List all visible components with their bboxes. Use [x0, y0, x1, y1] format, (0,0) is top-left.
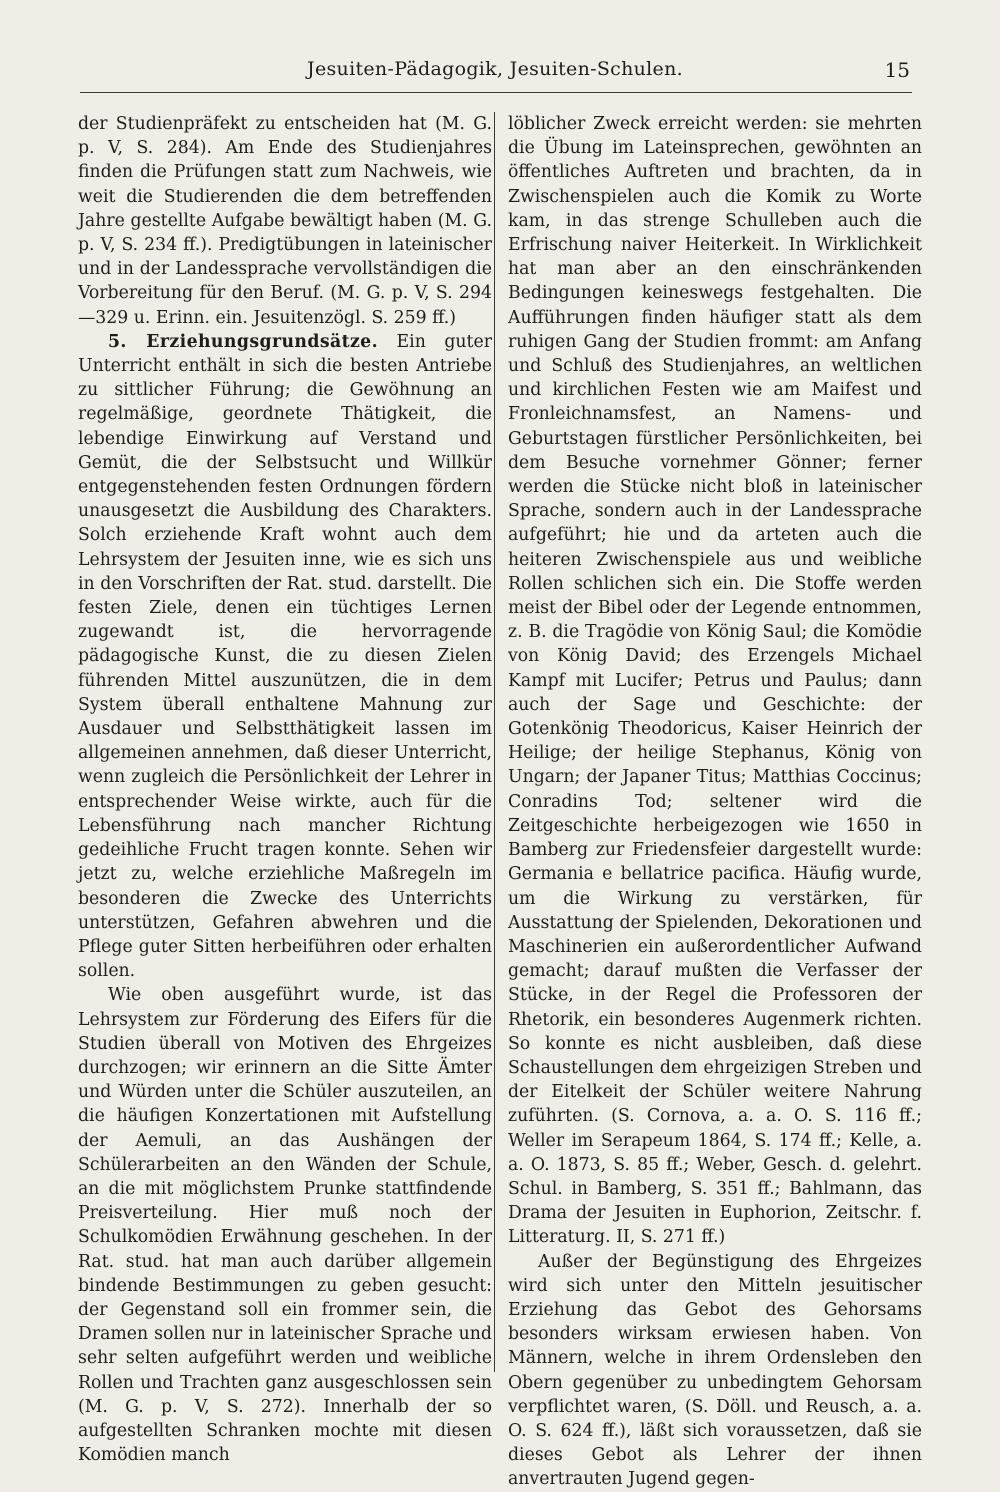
- running-header: [80, 58, 910, 88]
- paragraph: der Studienpräfekt zu entscheiden hat (M. G. p. V, S. 284). Am Ende des Studienjahres finden die Prüfungen statt zum Nachweis, wie weit die Studierenden die dem betreffenden Jahre gestellte Aufgabe bewältigt haben (M. G. p. V, S. 234 ff.). Predigtübungen in lateinischer und in der Landessprache vervollständigen die Vorbereitung für den Beruf. (M. G. p. V, S. 294—329 u. Erinn. ein. Jesuitenzögl. S. 259 ff.): [78, 114, 492, 328]
- column-divider: [494, 112, 495, 1372]
- section-heading: 5. Erziehungsgrundsätze.: [108, 331, 378, 352]
- paragraph-text: Ein guter Unterricht enthält in sich die besten Antriebe zu sittlicher Führung; die Gewöhnung an regelmäßige, geordnete Thätigkeit, die lebendige Einwirkung auf Verstand und Gemüt, die der Selbstsucht und Willkür entgegenstehenden festen Ordnungen fördern unausgesetzt die Ausbildung des Charakters. Solch erziehende Kraft wohnt auch dem Lehrsystem der Jesuiten inne, wie es sich uns in den Vorschriften der Rat. stud. darstellt. Die festen Ziele, denen ein tüchtiges Lernen zugewandt ist, die hervorragende pädagogische Kunst, die zu diesen Zielen führenden Mittel auszunützen, die in dem System überall enthaltene Mahnung zur Ausdauer und Selbstthätigkeit lassen im allgemeinen annehmen, daß dieser Unterricht, wenn zugleich die Persönlichkeit der Lehrer in entsprechender Weise wirkte, auch für die Lebensführung nach mancher Richtung gedeihliche Frucht tragen konnte. Sehen wir jetzt zu, welche erziehliche Maßregeln im besonderen die Zwecke des Unterrichts unterstützen, Gefahren abwehren und die Pflege guter Sitten herbeiführen oder erhalten sollen.: [78, 331, 492, 982]
- right-column: [508, 112, 922, 1492]
- paragraph: Wie oben ausgeführt wurde, ist das Lehrsystem zur Förderung des Eifers für die Studien überall von Motiven des Ehrgeizes durchzogen; wir erinnern an die Sitte Ämter und Würden unter die Schüler auszuteilen, an die häufigen Konzertationen mit Aufstellung der Aemuli, an das Aushängen der Schülerarbeiten an den Wänden der Schule, an die mit möglichstem Prunke stattfindende Preisverteilung. Hier muß noch der Schulkomödien Erwähnung geschehen. In der Rat. stud. hat man auch darüber allgemein bindende Bestimmungen zu geben gesucht: der Gegenstand soll ein frommer sein, die Dramen sollen nur in lateinischer Sprache und sehr selten aufgeführt werden und weibliche Rollen und Trachten ganz ausgeschlossen sein (M. G. p. V, S. 272). Innerhalb der so aufgestellten Schranken mochte mit diesen Komödien manch: [78, 985, 492, 1466]
- page-number: 15: [884, 58, 910, 82]
- paragraph: löblicher Zweck erreicht werden: sie mehrten die Übung im Lateinsprechen, gewöhnten an öffentliches Auftreten und brachten, da in Zwischenspielen auch die Komik zu Worte kam, in das strenge Schulleben auch die Erfrischung naiver Heiterkeit. In Wirklichkeit hat man aber an den einschränkenden Bedingungen keineswegs festgehalten. Die Aufführungen finden häufiger statt als dem ruhigen Gang der Studien frommt: am Anfang und Schluß des Studienjahres, an weltlichen und kirchlichen Festen wie am Maifest und Fronleichnamsfest, an Namens- und Geburtstagen fürstlicher Persönlichkeiten, bei dem Besuche vornehmer Gönner; ferner werden die Stücke nicht bloß in lateinischer Sprache, sondern auch in der Landessprache aufgeführt; hie und da arteten auch die heiteren Zwischenspiele aus und weibliche Rollen schlichen sich ein. Die Stoffe werden meist der Bibel oder der Legende entnommen, z. B. die Tragödie von König Saul; die Komödie von König David; des Erzengels Michael Kampf mit Lucifer; Petrus und Paulus; dann auch der Sage und Geschichte: der Gotenkönig Theodoricus, Kaiser Heinrich der Heilige; der heilige Stephanus, König von Ungarn; der Japaner Titus; Matthias Coccinus; Conradins Tod; seltener wird die Zeitgeschichte herbeigezogen wie 1650 in Bamberg zur Friedensfeier dargestellt wurde: Germania e bellatrice pacifica. Häufig wurde, um die Wirkung zu verstärken, für Ausstattung der Spielenden, Dekorationen und Maschinerien ein außerordentlicher Aufwand gemacht; darauf mußten die Verfasser der Stücke, in der Regel die Professoren der Rhetorik, ein besonderes Augenmerk richten. So konnte es nicht ausbleiben, daß diese Schaustellungen dem ehrgeizigen Streben und der Eitelkeit der Schüler weitere Nahrung zuführten. (S. Cornova, a. a. O. S. 116 ff.; Weller im Serapeum 1864, S. 174 ff.; Kelle, a. a. O. 1873, S. 85 ff.; Weber, Gesch. d. gelehrt. Schul. in Bamberg, S. 351 ff.; Bahlmann, das Drama der Jesuiten in Euphorion, Zeitschr. f. Litteraturg. II, S. 271 ff.): [508, 114, 922, 1248]
- paragraph: Außer der Begünstigung des Ehrgeizes wird sich unter den Mitteln jesuitischer Erziehung das Gebot des Gehorsams besonders wirksam erwiesen haben. Von Männern, welche in ihrem Ordensleben den Obern gegenüber zu unbedingtem Gehorsam verpflichtet waren, (S. Döll. und Reusch, a. a. O. S. 624 ff.), läßt sich voraussetzen, daß sie dieses Gebot als Lehrer der ihnen anvertrauten Jugend gegen-: [508, 1251, 922, 1490]
- running-title: Jesuiten-Pädagogik, Jesuiten-Schulen.: [307, 58, 683, 80]
- header-rule: [80, 92, 912, 93]
- left-column: [78, 112, 492, 1467]
- section-paragraph: [78, 330, 492, 983]
